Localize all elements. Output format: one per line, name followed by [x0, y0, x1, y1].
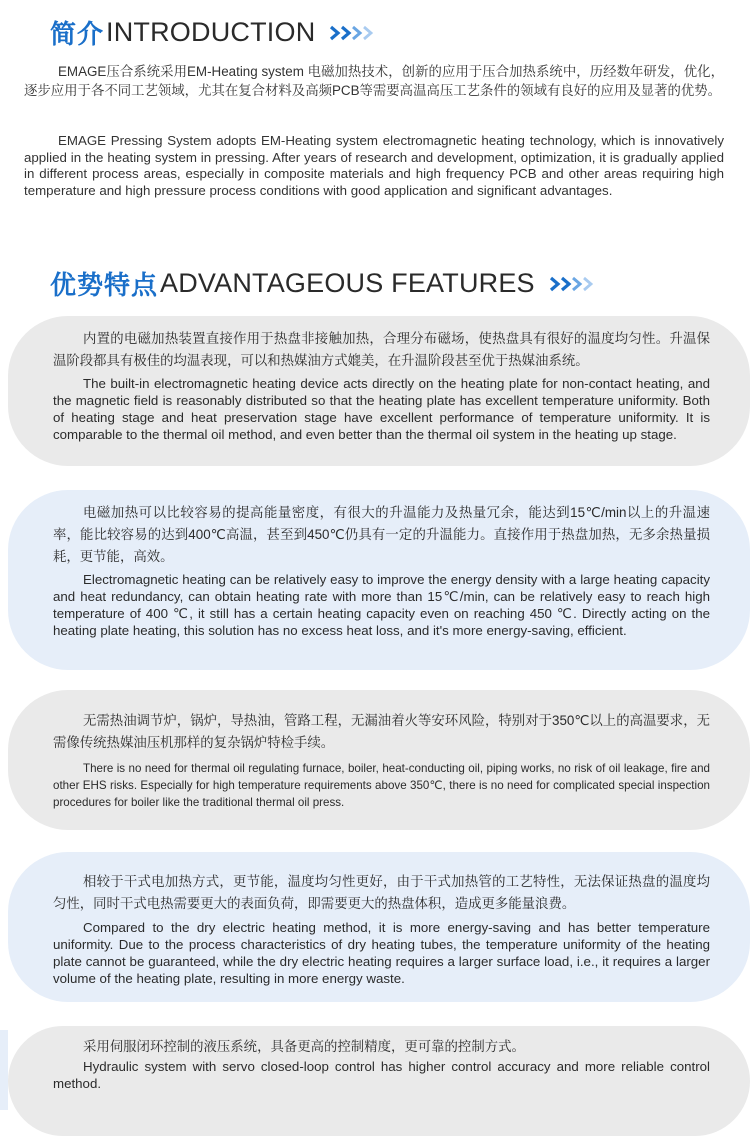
feature-5-en: Hydraulic system with servo closed-loop control has higher control accuracy and more reliable control method. — [53, 1059, 710, 1091]
feature-5-cn: 采用伺服闭环控制的液压系统，具备更高的控制精度，更可靠的控制方式。 — [83, 1039, 525, 1054]
features-title-en: ADVANTAGEOUS FEATURES — [160, 268, 535, 298]
feature-3-en: There is no need for thermal oil regulating furnace, boiler, heat-conducting oil, piping works, no risk of oil leakage, fire and other EHS risks. Especially for high temperature requirements above 350℃, there is no need for complicated special inspection procedures for boiler like the traditional thermal oil press. — [53, 762, 710, 809]
intro-paragraph-en: EMAGE Pressing System adopts EM-Heating system electromagnetic heating technology, which is innovatively applied in the heating system in pressing. After years of research and development, optimization, it is gradually applied in different process areas, especially in composite materials and high frequency PCB and other areas requiring high temperature and high pressure process conditions with good application and significant advantages. — [24, 133, 724, 198]
features-header — [50, 265, 595, 302]
feature-card-5 — [8, 1026, 750, 1136]
feature-1-en: The built-in electromagnetic heating device acts directly on the heating plate for non-contact heating, and the magnetic field is reasonably distributed so that the heating plate has excellent temperature uniformity. Both of heating stage and heat preservation stage have excellent performance of temperature uniformity. It is comparable to the thermal oil method, and even better than the thermal oil system in the heating up stage. — [53, 376, 710, 442]
features-title-cn: 优势特点 — [50, 271, 159, 301]
feature-2-cn: 电磁加热可以比较容易的提高能量密度，有很大的升温能力及热量冗余，能达到15℃/min以上的升温速率，能比较容易的达到400℃高温，甚至到450℃仍具有一定的升温能力。直接作用于热盘加热，无多余热量损耗，更节能，高效。 — [53, 505, 710, 564]
feature-card-2 — [8, 490, 750, 670]
intro-title-cn: 简介 — [50, 20, 105, 50]
feature-3-cn: 无需热油调节炉，锅炉，导热油，管路工程，无漏油着火等安环风险，特别对于350℃以上的高温要求，无需像传统热媒油压机那样的复杂锅炉特检手续。 — [53, 713, 710, 750]
intro-paragraph-cn: EMAGE压合系统采用EM-Heating system 电磁加热技术，创新的应用于压合加热系统中，历经数年研发，优化，逐步应用于各不同工艺领域，尤其在复合材料及高频PCB等需要高温高压工艺条件的领域有良好的应用及显著的优势。 — [24, 64, 724, 98]
feature-1-cn: 内置的电磁加热装置直接作用于热盘非接触加热，合理分布磁场，使热盘具有很好的温度均匀性。升温保温阶段都具有极佳的均温表现，可以和热媒油方式媲美，在升温阶段甚至优于热媒油系统。 — [53, 331, 710, 368]
feature-card-3 — [8, 690, 750, 830]
intro-header — [50, 14, 375, 51]
feature-card-4 — [8, 852, 750, 1002]
feature-4-cn: 相较于干式电加热方式，更节能，温度均匀性更好，由于干式加热管的工艺特性，无法保证热盘的温度均匀性，同时干式电热需要更大的表面负荷，即需要更大的热盘体积，造成更多能量浪费。 — [53, 874, 710, 911]
triple-chevron-right-icon — [329, 25, 375, 41]
feature-4-en: Compared to the dry electric heating method, it is more energy-saving and has better temperature uniformity. Due to the process characteristics of dry heating tubes, the temperature uniformity of the heating plate cannot be guaranteed, while the dry electric heating requires a larger surface load, i.e., it requires a larger volume of the heating plate, resulting in more energy waste. — [53, 920, 710, 986]
left-decoration — [0, 1030, 8, 1110]
feature-card-1 — [8, 316, 750, 466]
triple-chevron-right-icon — [549, 276, 595, 292]
feature-2-en: Electromagnetic heating can be relatively easy to improve the energy density with a large heating capacity and heat redundancy, can obtain heating rate with more than 15℃/min, can be relatively easy to reach high temperature of 400 ℃, it still has a certain heating capacity even on reaching 450 ℃. Directly acting on the heating plate heating, this solution has no excess heat loss, and it's more energy-saving, efficient. — [53, 572, 710, 638]
intro-title-en: INTRODUCTION — [106, 17, 316, 47]
